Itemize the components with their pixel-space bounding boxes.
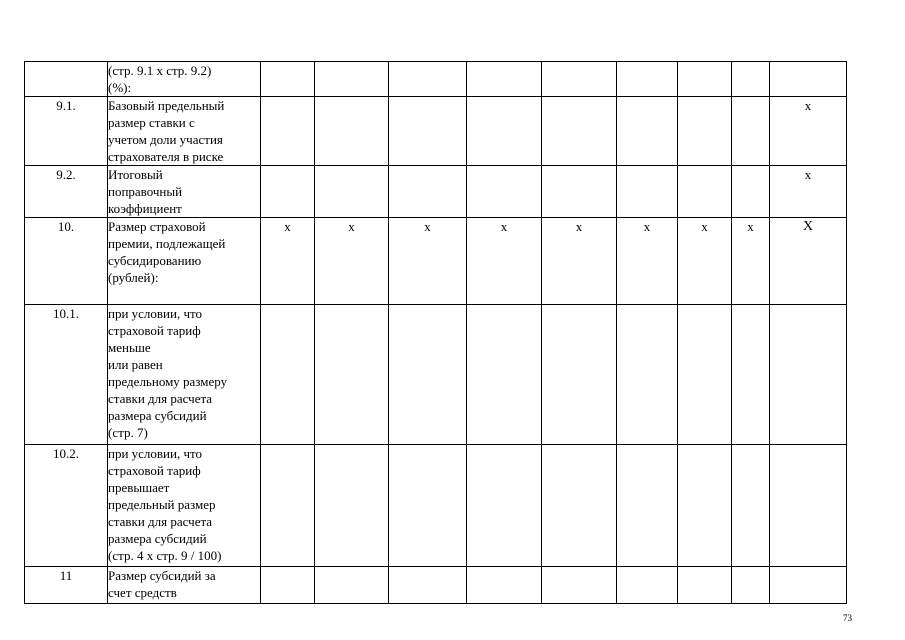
value-cell <box>770 445 847 567</box>
value-cell <box>261 305 315 445</box>
description-line: Базовый предельный <box>108 98 225 113</box>
description-line: страховой тариф <box>108 463 201 478</box>
value-cell <box>678 305 732 445</box>
description-line: при условии, что <box>108 306 203 321</box>
value-cell: х <box>617 218 678 305</box>
description-line: счет средств <box>108 585 177 600</box>
value-cell <box>732 97 770 166</box>
description-line: страхователя в риске <box>108 149 224 164</box>
value-cell <box>542 166 617 218</box>
value-cell <box>467 567 542 604</box>
value-cell <box>261 97 315 166</box>
value-cell <box>467 305 542 445</box>
row-number: 9.1. <box>25 97 108 166</box>
description-line: превышает <box>108 480 170 495</box>
value-cell <box>315 445 389 567</box>
value-cell: х <box>467 218 542 305</box>
row-number: 11 <box>25 567 108 604</box>
value-cell <box>389 305 467 445</box>
description-line: предельному размеру <box>108 374 228 389</box>
value-cell <box>315 166 389 218</box>
value-cell: х <box>315 218 389 305</box>
table-row <box>25 62 847 97</box>
value-cell: х <box>678 218 732 305</box>
description-line: предельный размер <box>108 497 216 512</box>
value-cell <box>542 62 617 97</box>
table-row <box>25 166 847 218</box>
value-cell <box>315 305 389 445</box>
value-cell <box>770 567 847 604</box>
value-cell <box>261 166 315 218</box>
row-number: 9.2. <box>25 166 108 218</box>
value-cell: х <box>770 97 847 166</box>
value-cell: х <box>389 218 467 305</box>
value-cell <box>678 445 732 567</box>
row-number: 10.1. <box>25 305 108 445</box>
description-line: ставки для расчета <box>108 391 213 406</box>
row-number <box>25 62 108 97</box>
description-line: (рублей): <box>108 270 159 285</box>
value-cell <box>467 445 542 567</box>
value-cell <box>467 166 542 218</box>
value-cell <box>678 166 732 218</box>
description-line: (%): <box>108 80 132 95</box>
page-number: 73 <box>843 613 852 623</box>
value-cell: Х <box>770 218 847 305</box>
row-description <box>108 305 261 445</box>
value-cell <box>467 62 542 97</box>
description-line: премии, подлежащей <box>108 236 226 251</box>
value-cell <box>678 62 732 97</box>
row-number: 10.2. <box>25 445 108 567</box>
value-cell <box>261 445 315 567</box>
description-line: учетом доли участия <box>108 132 223 147</box>
value-cell <box>678 97 732 166</box>
value-cell <box>389 445 467 567</box>
row-description <box>108 445 261 567</box>
description-line: Итоговый <box>108 167 163 182</box>
value-cell <box>542 97 617 166</box>
description-line: или равен <box>108 357 163 372</box>
value-cell <box>467 97 542 166</box>
description-line: (стр. 9.1 х стр. 9.2) <box>108 63 212 78</box>
value-cell <box>315 567 389 604</box>
table-row <box>25 567 847 604</box>
description-line: поправочный <box>108 184 183 199</box>
value-cell <box>389 97 467 166</box>
value-cell <box>542 445 617 567</box>
value-cell <box>315 97 389 166</box>
value-cell <box>261 62 315 97</box>
description-line: размера субсидий <box>108 408 207 423</box>
row-description <box>108 567 261 604</box>
value-cell <box>732 445 770 567</box>
value-cell: х <box>261 218 315 305</box>
value-cell <box>617 97 678 166</box>
description-line: (стр. 4 х стр. 9 / 100) <box>108 548 222 563</box>
table-row <box>25 305 847 445</box>
description-line: размера субсидий <box>108 531 207 546</box>
row-description <box>108 166 261 218</box>
description-line: размер ставки с <box>108 115 195 130</box>
row-description <box>108 97 261 166</box>
value-cell: х <box>770 166 847 218</box>
table-row <box>25 218 847 305</box>
row-description <box>108 218 261 305</box>
value-cell <box>542 305 617 445</box>
description-line: Размер субсидий за <box>108 568 216 583</box>
description-line: коэффициент <box>108 201 182 216</box>
row-number: 10. <box>25 218 108 305</box>
value-cell <box>617 305 678 445</box>
value-cell <box>678 567 732 604</box>
value-cell <box>732 305 770 445</box>
description-line: меньше <box>108 340 151 355</box>
value-cell <box>542 567 617 604</box>
value-cell <box>389 166 467 218</box>
table-row <box>25 97 847 166</box>
description-line: (стр. 7) <box>108 425 148 440</box>
value-cell <box>261 567 315 604</box>
table-row <box>25 445 847 567</box>
value-cell <box>732 567 770 604</box>
row-description <box>108 62 261 97</box>
description-line: при условии, что <box>108 446 203 461</box>
value-cell: х <box>542 218 617 305</box>
value-cell <box>389 62 467 97</box>
description-line: Размер страховой <box>108 219 206 234</box>
value-cell <box>617 62 678 97</box>
value-cell <box>617 567 678 604</box>
value-cell <box>617 445 678 567</box>
value-cell <box>732 166 770 218</box>
value-cell <box>770 62 847 97</box>
data-table <box>24 61 847 604</box>
value-cell <box>770 305 847 445</box>
description-line: субсидированию <box>108 253 202 268</box>
value-cell: х <box>732 218 770 305</box>
value-cell <box>315 62 389 97</box>
value-cell <box>732 62 770 97</box>
value-cell <box>617 166 678 218</box>
description-line: страховой тариф <box>108 323 201 338</box>
value-cell <box>389 567 467 604</box>
description-line: ставки для расчета <box>108 514 213 529</box>
